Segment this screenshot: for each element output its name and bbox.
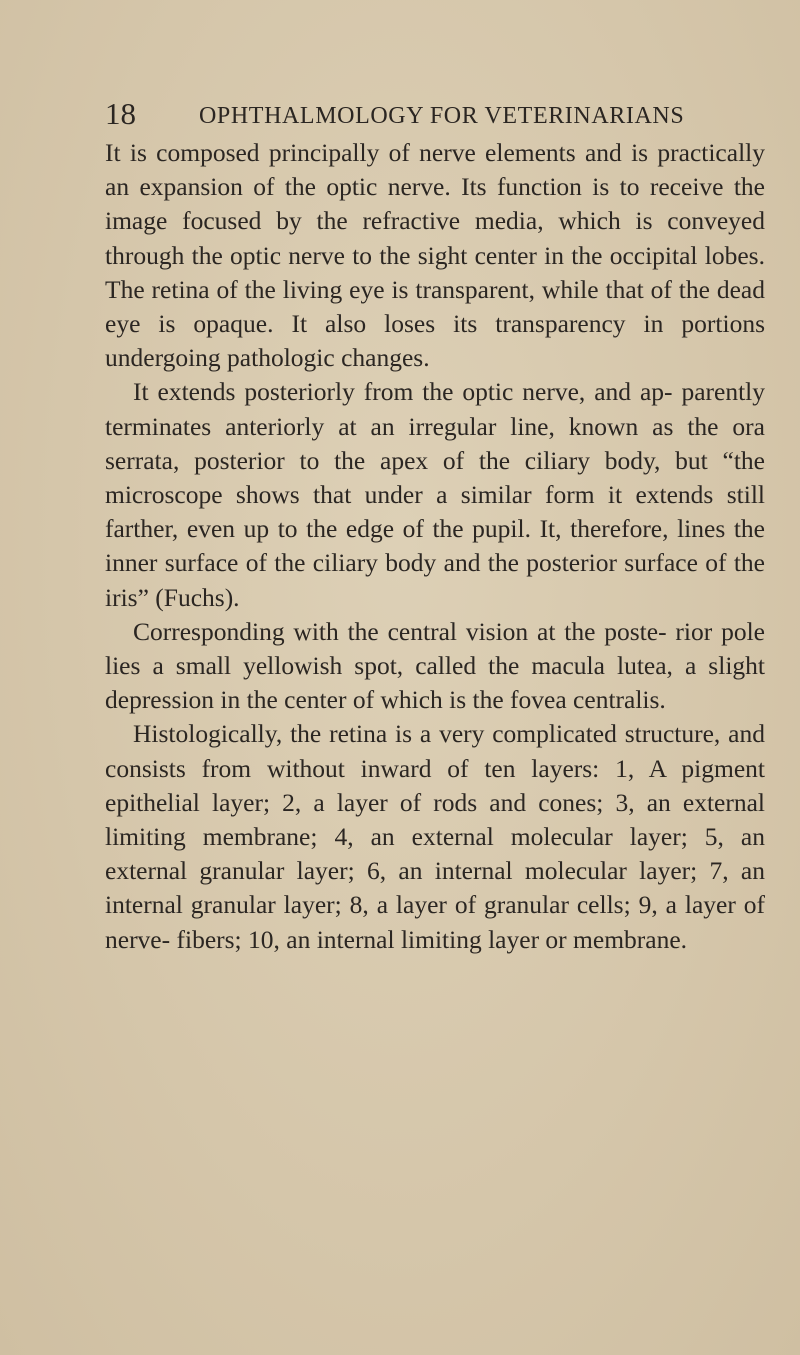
running-head xyxy=(105,94,765,134)
paragraph-retina-extent: It extends posteriorly from the optic nerve, and ap- parently terminates anteriorly at an irregular line, known as the ora serrata, posterior to the apex of the ciliary body, but “the microscope shows that under a similar form it extends still farther, even up to the edge of the pupil. It, therefore, lines the inner surface of the ciliary body and the posterior surface of the iris” (Fuchs). xyxy=(105,377,765,612)
paragraph-retina-composition: It is composed principally of nerve elements and is practically an expansion of the optic nerve. Its function is to receive the image focused by the refractive media, which is conveyed through the optic nerve to the sight center in the occipital lobes. The retina of the living eye is transparent, while that of the dead eye is opaque. It also loses its transparency in portions undergoing pathologic changes. xyxy=(105,138,765,373)
body-text xyxy=(105,136,765,957)
running-title: OPHTHALMOLOGY FOR VETERINARIANS xyxy=(199,103,685,129)
page-number: 18 xyxy=(105,96,136,131)
paragraph-histology-layers: Histologically, the retina is a very complicated structure, and consists from without inward of ten layers: 1, A pigment epithelial layer; 2, a layer of rods and cones; 3, an external limiting membrane; 4, an external molecular layer; 5, an external granular layer; 6, an internal molecular layer; 7, an internal granular layer; 8, a layer of granular cells; 9, a layer of nerve- fibers; 10, an internal limiting layer or membrane. xyxy=(105,719,765,954)
paragraph-macula-lutea: Corresponding with the central vision at the poste- rior pole lies a small yellowish spot, called the macula lutea, a slight depression in the center of which is the fovea centralis. xyxy=(105,616,765,715)
